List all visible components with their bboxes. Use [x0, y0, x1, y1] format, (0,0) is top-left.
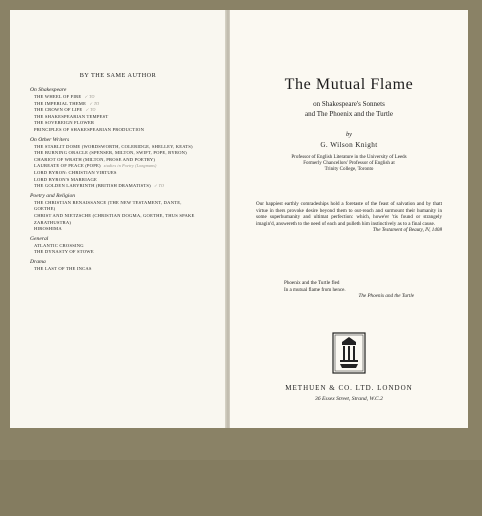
bibliography-list — [30, 86, 220, 274]
bibliography-item — [30, 114, 220, 121]
book-title-text: THE BURNING ORACLE (SPENSER, MILTON, SWIFT, POPE, BYRON) — [34, 150, 187, 156]
book-title-text: THE STARLIT DOME (WORDSWORTH, COLERIDGE, SHELLEY, KEATS) — [34, 143, 193, 149]
bibliography-item — [30, 163, 220, 170]
by-same-author-heading: BY THE SAME AUTHOR — [79, 72, 157, 79]
publisher-logo-icon — [332, 332, 366, 374]
bibliography-item — [30, 200, 202, 213]
book-title-text: THE IMPERIAL THEME — [34, 100, 87, 106]
book-title-text: THE CHRISTIAN RENAISSANCE (THE NEW TESTAMENT, DANTE, GOETHE) — [34, 199, 182, 212]
bibliography-item — [30, 107, 220, 114]
section-title: Drama — [30, 258, 46, 265]
handwritten-note: ✓ TO — [84, 94, 95, 99]
affiliation-line-1: Professor of English Literature in the University of Leeds — [291, 155, 407, 160]
bottom-band — [0, 460, 482, 516]
subtitle-line-2: and The Phoenix and the Turtle — [305, 110, 393, 118]
bibliography-item — [30, 101, 220, 108]
epigraph-line-1: Phoenix and the Turtle fled — [284, 280, 340, 286]
quote-source: The Testament of Beauty, IV, 1408 — [372, 227, 442, 234]
book-title-text: THE LAST OF THE INCAS — [34, 265, 92, 271]
bibliography-item — [30, 94, 220, 101]
bibliography-item — [30, 144, 202, 151]
section-title: Poetry and Religion — [30, 192, 76, 199]
book-title-text: LORD BYRON'S MARRIAGE — [34, 176, 97, 182]
subtitle-line-1: on Shakespeare's Sonnets — [313, 100, 385, 108]
bibliography-item — [30, 157, 220, 164]
section-title: On Other Writers — [30, 136, 70, 143]
bibliography-item — [30, 127, 220, 134]
bibliography-item — [30, 213, 202, 226]
bibliography-item — [30, 266, 220, 273]
book-title-text: LORD BYRON: CHRISTIAN VIRTUES — [34, 169, 117, 175]
affiliation-line-3: Trinity College, Toronto — [324, 167, 374, 173]
right-page — [230, 10, 468, 428]
by-label: by — [345, 131, 353, 138]
epigraph-source: The Phoenix and the Turtle — [358, 293, 414, 300]
handwritten-note: studies in Poetry (Longmans) — [103, 163, 157, 169]
publisher-name: METHUEN & CO. LTD. LONDON — [285, 384, 413, 392]
section-gap — [30, 272, 220, 274]
author-affiliation — [256, 155, 442, 174]
author-name: G. Wilson Knight — [320, 141, 378, 149]
bibliography-item — [30, 170, 220, 177]
book-title-text: CHRIST AND NIETZSCHE (CHRISTIAN DOGMA, GOETHE, THUS SPAKE ZARATHUSTRA) — [34, 212, 195, 225]
bibliography-item — [30, 120, 220, 127]
book-title-text: THE GOLDEN LABYRINTH (BRITISH DRAMATISTS) — [34, 183, 151, 189]
bibliography-item — [30, 177, 220, 184]
book-title-text: PRINCIPLES OF SHAKESPEARIAN PRODUCTION — [34, 126, 145, 132]
book-title-text: ATLANTIC CROSSING — [34, 242, 84, 248]
handwritten-note: ✓ TO — [89, 100, 100, 106]
epigraph-line-2: In a mutual flame from hence. — [284, 286, 346, 293]
handwritten-note: ✓ TO — [153, 183, 165, 189]
publisher-address: 36 Essex Street, Strand, W.C.2 — [315, 396, 383, 402]
book-title-text: LAUREATE OF PEACE (POPE) — [34, 163, 101, 169]
phoenix-epigraph — [284, 280, 414, 300]
bibliography-item — [30, 243, 220, 250]
affiliation-line-2: Formerly Chancellors' Professor of English at — [303, 161, 395, 167]
bibliography-item — [30, 150, 202, 157]
book-title-text: THE CROWN OF LIFE — [34, 107, 83, 113]
epigraph-quote — [256, 201, 442, 234]
left-page — [10, 10, 226, 428]
book-title-text: CHARIOT OF WRATH (MILTON, PROSE AND POETRY) — [34, 156, 156, 162]
bibliography-item — [30, 249, 220, 256]
book-title-text: THE SOVEREIGN FLOWER — [34, 120, 95, 126]
book-title-text: THE WHEEL OF FIRE — [34, 94, 82, 99]
section-title: On Shakespeare — [30, 87, 67, 93]
book-subtitle — [230, 99, 468, 119]
handwritten-note: ✓ TO — [85, 107, 96, 113]
section-title: General — [30, 235, 49, 242]
bibliography-item — [30, 183, 220, 190]
book-title-text: THE SHAKESPEARIAN TEMPEST — [34, 113, 109, 119]
quote-text: Our happiest earthly comradeships hold a foretaste of the feast of salvation and by thatt virtue in thers provoke desire beyond them to out-reach and surmount their humanity in some superhumanity and ultimat perfection: which, howe'er 'tis found or strangely imagin'd, answereth to the need of each and pulleth him instinctively as to a final cause. — [256, 201, 442, 227]
book-title: The Mutual Flame — [284, 76, 414, 93]
book-title-text: HIROSHIMA — [34, 226, 62, 232]
book-title-text: THE DYNASTY OF STOWE — [34, 249, 94, 255]
bibliography-item — [30, 226, 220, 233]
